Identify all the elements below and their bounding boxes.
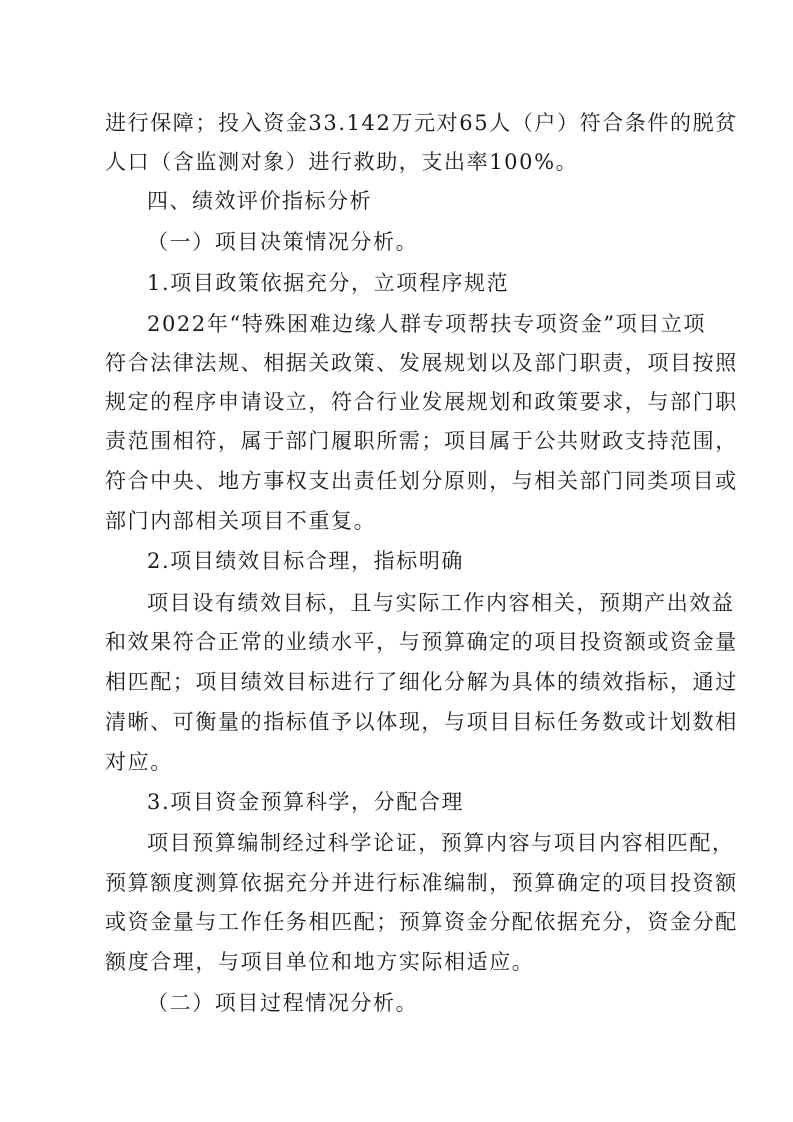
paragraph-line: 人口（含监测对象）进行救助，支出率100%。 [105, 150, 579, 174]
paragraph-line: 责范围相符，属于部门履职所需；项目属于公共财政支持范围， [105, 429, 738, 453]
paragraph-line: 相匹配；项目绩效目标进行了细化分解为具体的绩效指标，通过 [105, 670, 738, 694]
paragraph-line: 和效果符合正常的业绩水平，与预算确定的项目投资额或资金量 [105, 630, 738, 654]
item-heading: 1.项目政策依据充分，立项程序规范 [147, 271, 510, 295]
paragraph-line: 清晰、可衡量的指标值予以体现，与项目目标任务数或计划数相 [105, 710, 738, 734]
paragraph-line: 符合中央、地方事权支出责任划分原则，与相关部门同类项目或 [105, 469, 738, 493]
subsection-heading: （一）项目决策情况分析。 [147, 230, 419, 254]
paragraph-line: 进行保障；投入资金33.142万元对65人（户）符合条件的脱贫 [105, 111, 738, 135]
paragraph-line: 预算额度测算依据充分并进行标准编制，预算确定的项目投资额 [105, 871, 738, 895]
section-heading: 四、绩效评价指标分析 [147, 189, 372, 213]
item-heading: 3.项目资金预算科学，分配合理 [147, 790, 465, 814]
paragraph-line: 额度合理，与项目单位和地方实际相适应。 [105, 950, 535, 974]
paragraph-line: 2022年“特殊困难边缘人群专项帮扶专项资金”项目立项 [147, 312, 707, 336]
subsection-heading: （二）项目过程情况分析。 [147, 991, 419, 1015]
paragraph-line: 符合法律法规、相据关政策、发展规划以及部门职责，项目按照 [105, 351, 738, 375]
paragraph-line: 规定的程序申请设立，符合行业发展规划和政策要求，与部门职 [105, 390, 738, 414]
paragraph-line: 项目预算编制经过科学论证，预算内容与项目内容相匹配， [147, 831, 735, 855]
paragraph-line: 对应。 [105, 750, 173, 774]
item-heading: 2.项目绩效目标合理，指标明确 [147, 549, 465, 573]
paragraph-line: 项目设有绩效目标，且与实际工作内容相关，预期产出效益 [147, 591, 735, 615]
paragraph-line: 部门内部相关项目不重复。 [105, 509, 377, 533]
paragraph-line: 或资金量与工作任务相匹配；预算资金分配依据充分，资金分配 [105, 910, 738, 934]
